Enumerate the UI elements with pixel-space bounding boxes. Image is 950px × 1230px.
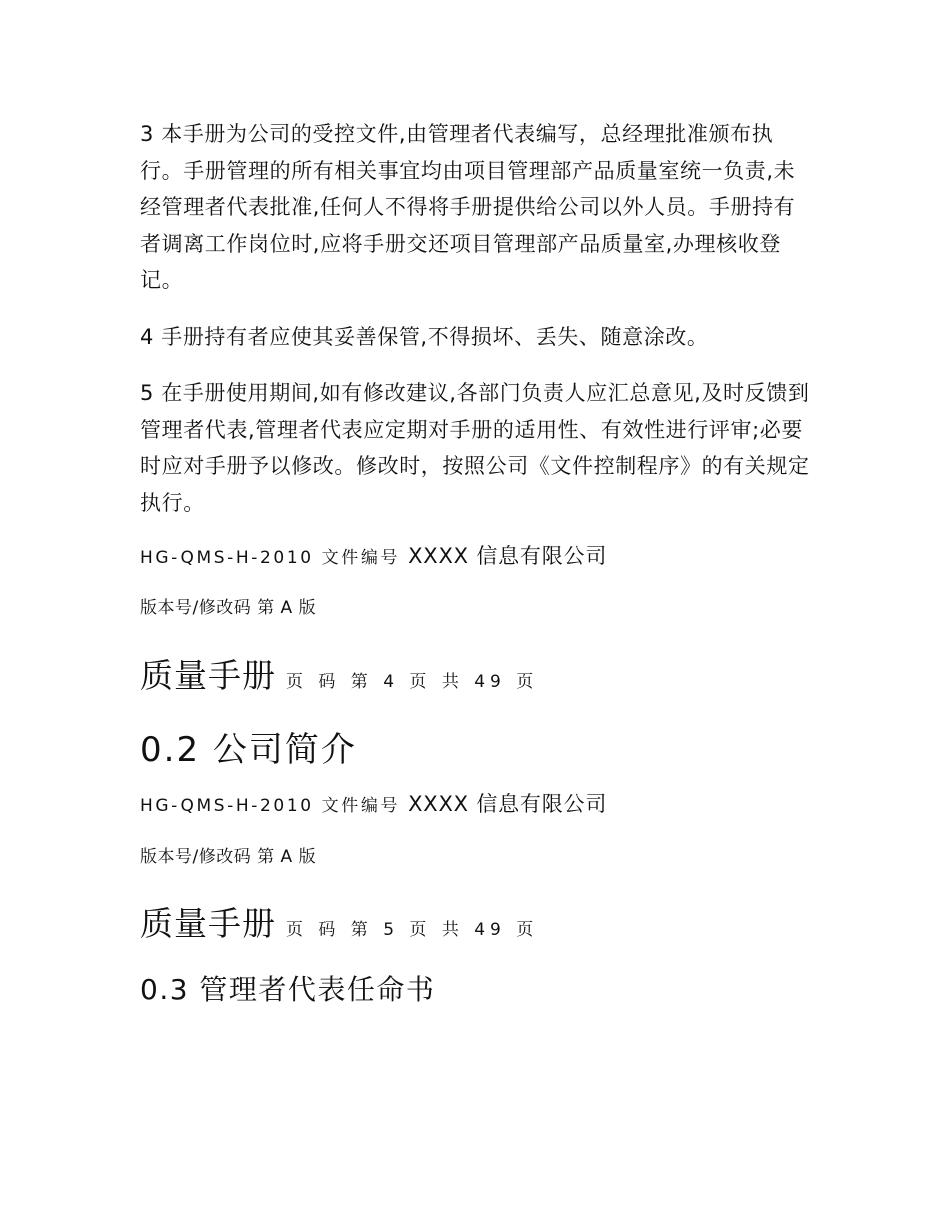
page-info: 页 码 第 4 页 共 49 页 <box>286 672 539 692</box>
section-heading-company-profile: 0.2 公司简介 <box>140 730 357 770</box>
page-info: 页 码 第 5 页 共 49 页 <box>286 920 539 940</box>
paragraph-5: 5 在手册使用期间,如有修改建议,各部门负责人应汇总意见,及时反馈到管理者代表,管理者代表应定期对手册的适用性、有效性进行评审;必要时应对手册予以修改。修改时，按照公司《文件控制程序》的有关规定执行。 <box>140 381 810 515</box>
manual-title-line-2 <box>140 898 538 945</box>
doc-code: HG-QMS-H-2010 文件编号 <box>140 796 401 816</box>
paragraph-3: 3 本手册为公司的受控文件,由管理者代表编写，总经理批准颁布执行。手册管理的所有相关事宜均由项目管理部产品质量室统一负责,未经管理者代表批准,任何人不得将手册提供给公司以外人员。手册持有者调离工作岗位时,应将手册交还项目管理部产品质量室,办理核收登记。 <box>140 122 796 292</box>
manual-title: 质量手册 <box>140 656 276 695</box>
paragraph-4: 4 手册持有者应使其妥善保管,不得损坏、丢失、随意涂改。 <box>140 325 709 349</box>
version-line-1: 版本号/修改码 第 A 版 <box>140 598 317 618</box>
section-heading-appointment: 0.3 管理者代表任命书 <box>140 973 436 1006</box>
version-line-2: 版本号/修改码 第 A 版 <box>140 847 317 867</box>
doc-code: HG-QMS-H-2010 文件编号 <box>140 548 401 568</box>
doc-code-line-1 <box>140 540 607 570</box>
manual-title: 质量手册 <box>140 904 276 943</box>
company-name: XXXX 信息有限公司 <box>408 792 608 816</box>
manual-title-line-1 <box>140 650 538 697</box>
doc-code-line-2 <box>140 788 607 818</box>
company-name: XXXX 信息有限公司 <box>408 544 608 568</box>
